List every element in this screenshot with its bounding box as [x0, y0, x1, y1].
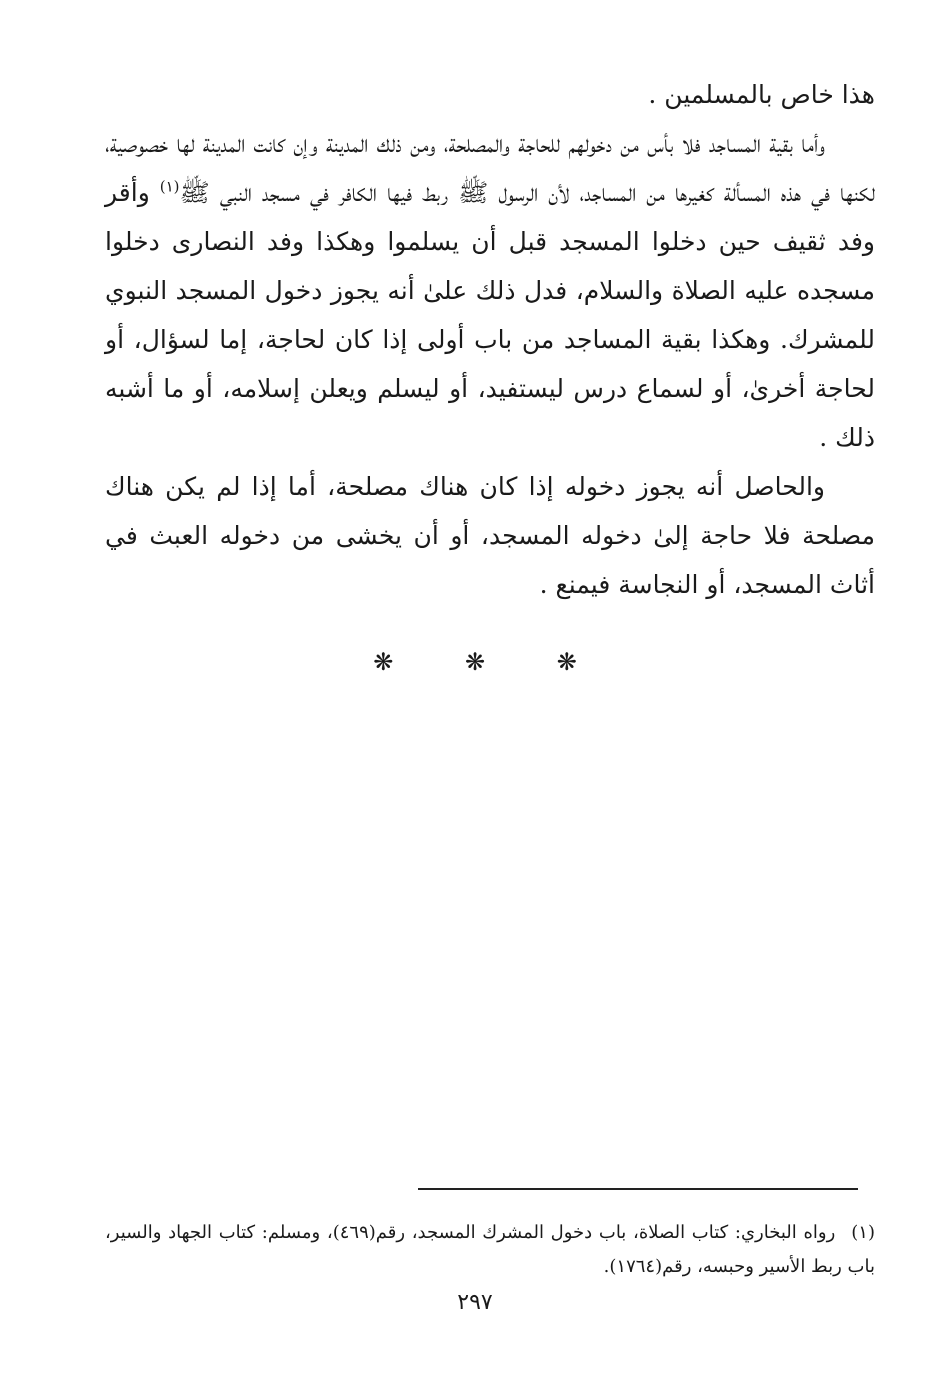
main-text [105, 70, 875, 609]
footnote-item [105, 1216, 875, 1284]
footnote-reference[interactable]: (١) [159, 177, 180, 196]
footnote-divider [418, 1188, 858, 1190]
paragraph-text-before-note: وأما بقية المساجد فلا بأس من دخولهم للحاجة والمصلحة، ومن ذلك المدينة وإن كانت المدينة لها خصوصية، لكنها في هذه المسألة كغيرها من المساجد، لأن الرسول ﷺ ربط فيها الكافر في مسجد النبي ﷺ [105, 129, 875, 207]
paragraph-mosques [105, 119, 875, 462]
paragraph-conclusion: والحاصل أنه يجوز دخوله إذا كان هناك مصلحة، أما إذا لم يكن هناك مصلحة فلا حاجة إلىٰ دخوله المسجد، أو أن يخشى من دخوله العبث في أثاث المسجد، أو النجاسة فيمنع . [105, 472, 875, 599]
paragraph-continuation: هذا خاص بالمسلمين . [648, 80, 875, 109]
separator-star-icon: ❋ [373, 648, 394, 676]
footnote-number: (١) [851, 1222, 875, 1243]
paragraph-text-after-note: وأقر وفد ثقيف حين دخلوا المسجد قبل أن يسلموا وهكذا وفد النصارى دخلوا مسجده عليه الصلاة والسلام، فدل ذلك علىٰ أنه يجوز دخول المسجد النبوي للمشرك. وهكذا بقية المساجد من باب أولى إذا كان لحاجة، إما لسؤال، أو لحاجة أخرىٰ، أو لسماع درس ليستفيد، أو ليسلم ويعلن إسلامه، أو ما أشبه ذلك . [105, 178, 875, 452]
separator-star-icon: ❋ [464, 648, 486, 676]
separator-star-icon: ❋ [556, 648, 577, 676]
footnote-text: رواه البخاري: كتاب الصلاة، باب دخول المشرك المسجد، رقم(٤٦٩)، ومسلم: كتاب الجهاد والسير، باب ربط الأسير وحبسه، رقم(١٧٦٤). [105, 1222, 875, 1277]
section-separator [0, 648, 950, 676]
page-number: ٢٩٧ [457, 1290, 493, 1315]
footnotes [105, 1216, 875, 1284]
